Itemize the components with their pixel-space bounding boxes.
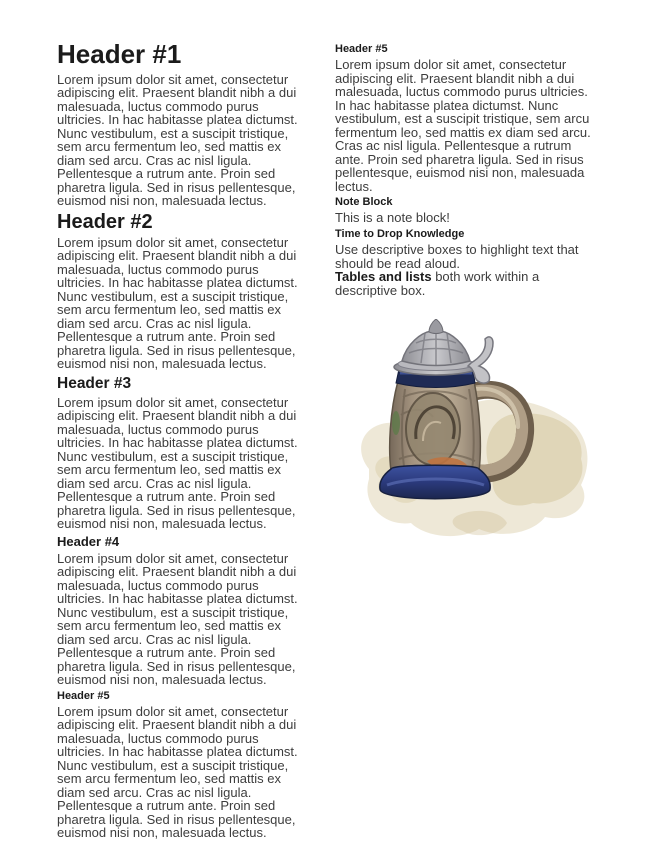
stein-body	[390, 377, 481, 480]
knowledge-heading: Time to Drop Knowledge	[335, 227, 465, 240]
paragraph-2: Lorem ipsum dolor sit amet, consectetur adipiscing elit. Praesent blandit nibh a dui malesuada, luctus commodo purus ultricies. In hac habitasse platea dictumst. Nunc vestibulum, est a suscipit tristique, sem arcu fermentum leo, sed mattis ex diam sed arcu. Cras ac nisl ligula. Pellentesque a rutrum ante. Proin sed pharetra ligula. Sed in risus pellentesque, euismod nisi non, malesuada lectus.	[57, 234, 298, 372]
header-1: Header #1	[57, 39, 182, 69]
tables-line-bold: Tables and lists	[335, 269, 432, 285]
note-block-heading: Note Block	[335, 196, 393, 209]
stein-finial	[429, 319, 443, 334]
beer-stein-illustration	[341, 319, 593, 545]
paragraph-1: Lorem ipsum dolor sit amet, consectetur adipiscing elit. Praesent blandit nibh a dui malesuada, luctus commodo purus ultricies. In hac habitasse platea dictumst. Nunc vestibulum, est a suscipit tristique, sem arcu fermentum leo, sed mattis ex diam sed arcu. Cras ac nisl ligula. Pellentesque a rutrum ante. Proin sed pharetra ligula. Sed in risus pellentesque, euismod nisi non, malesuada lectus.	[57, 71, 298, 209]
paragraph-5: Lorem ipsum dolor sit amet, consectetur adipiscing elit. Praesent blandit nibh a dui malesuada, luctus commodo purus ultricies. In hac habitasse platea dictumst. Nunc vestibulum, est a suscipit tristique, sem arcu fermentum leo, sed mattis ex diam sed arcu. Cras ac nisl ligula. Pellentesque a rutrum ante. Proin sed pharetra ligula. Sed in risus pellentesque, euismod nisi non, malesuada lectus.	[57, 703, 298, 841]
header-2: Header #2	[57, 210, 153, 233]
tables-line-rest: both work within a descriptive box.	[335, 269, 540, 298]
paragraph-right: Lorem ipsum dolor sit amet, consectetur adipiscing elit. Praesent blandit nibh a dui malesuada, luctus commodo purus ultricies. In hac habitasse platea dictumst. Nunc vestibulum, est a suscipit tristique, sem arcu fermentum leo, sed mattis ex diam sed arcu. Cras ac nisl ligula. Pellentesque a rutrum ante. Proin sed pharetra ligula. Sed in risus pellentesque, euismod nisi non, malesuada lectus.	[335, 57, 591, 194]
header-3: Header #3	[57, 374, 132, 392]
left-column	[57, 40, 309, 844]
header-4: Header #4	[57, 533, 120, 549]
stein-medallion	[406, 393, 460, 465]
right-column	[335, 40, 592, 844]
beer-stein-image	[341, 319, 592, 550]
stein-base	[380, 465, 490, 499]
stein-lid	[394, 319, 493, 383]
tables-line	[335, 270, 592, 297]
header-5-left: Header #5	[57, 689, 110, 702]
paragraph-3: Lorem ipsum dolor sit amet, consectetur adipiscing elit. Praesent blandit nibh a dui malesuada, luctus commodo purus ultricies. In hac habitasse platea dictumst. Nunc vestibulum, est a suscipit tristique, sem arcu fermentum leo, sed mattis ex diam sed arcu. Cras ac nisl ligula. Pellentesque a rutrum ante. Proin sed pharetra ligula. Sed in risus pellentesque, euismod nisi non, malesuada lectus.	[57, 394, 298, 532]
header-5-right: Header #5	[335, 43, 388, 55]
green-fleck	[392, 411, 400, 435]
paragraph-4: Lorem ipsum dolor sit amet, consectetur adipiscing elit. Praesent blandit nibh a dui malesuada, luctus commodo purus ultricies. In hac habitasse platea dictumst. Nunc vestibulum, est a suscipit tristique, sem arcu fermentum leo, sed mattis ex diam sed arcu. Cras ac nisl ligula. Pellentesque a rutrum ante. Proin sed pharetra ligula. Sed in risus pellentesque, euismod nisi non, malesuada lectus.	[57, 550, 298, 688]
note-block-text: This is a note block!	[335, 210, 450, 226]
knowledge-text: Use descriptive boxes to highlight text that should be read aloud.	[335, 242, 579, 271]
